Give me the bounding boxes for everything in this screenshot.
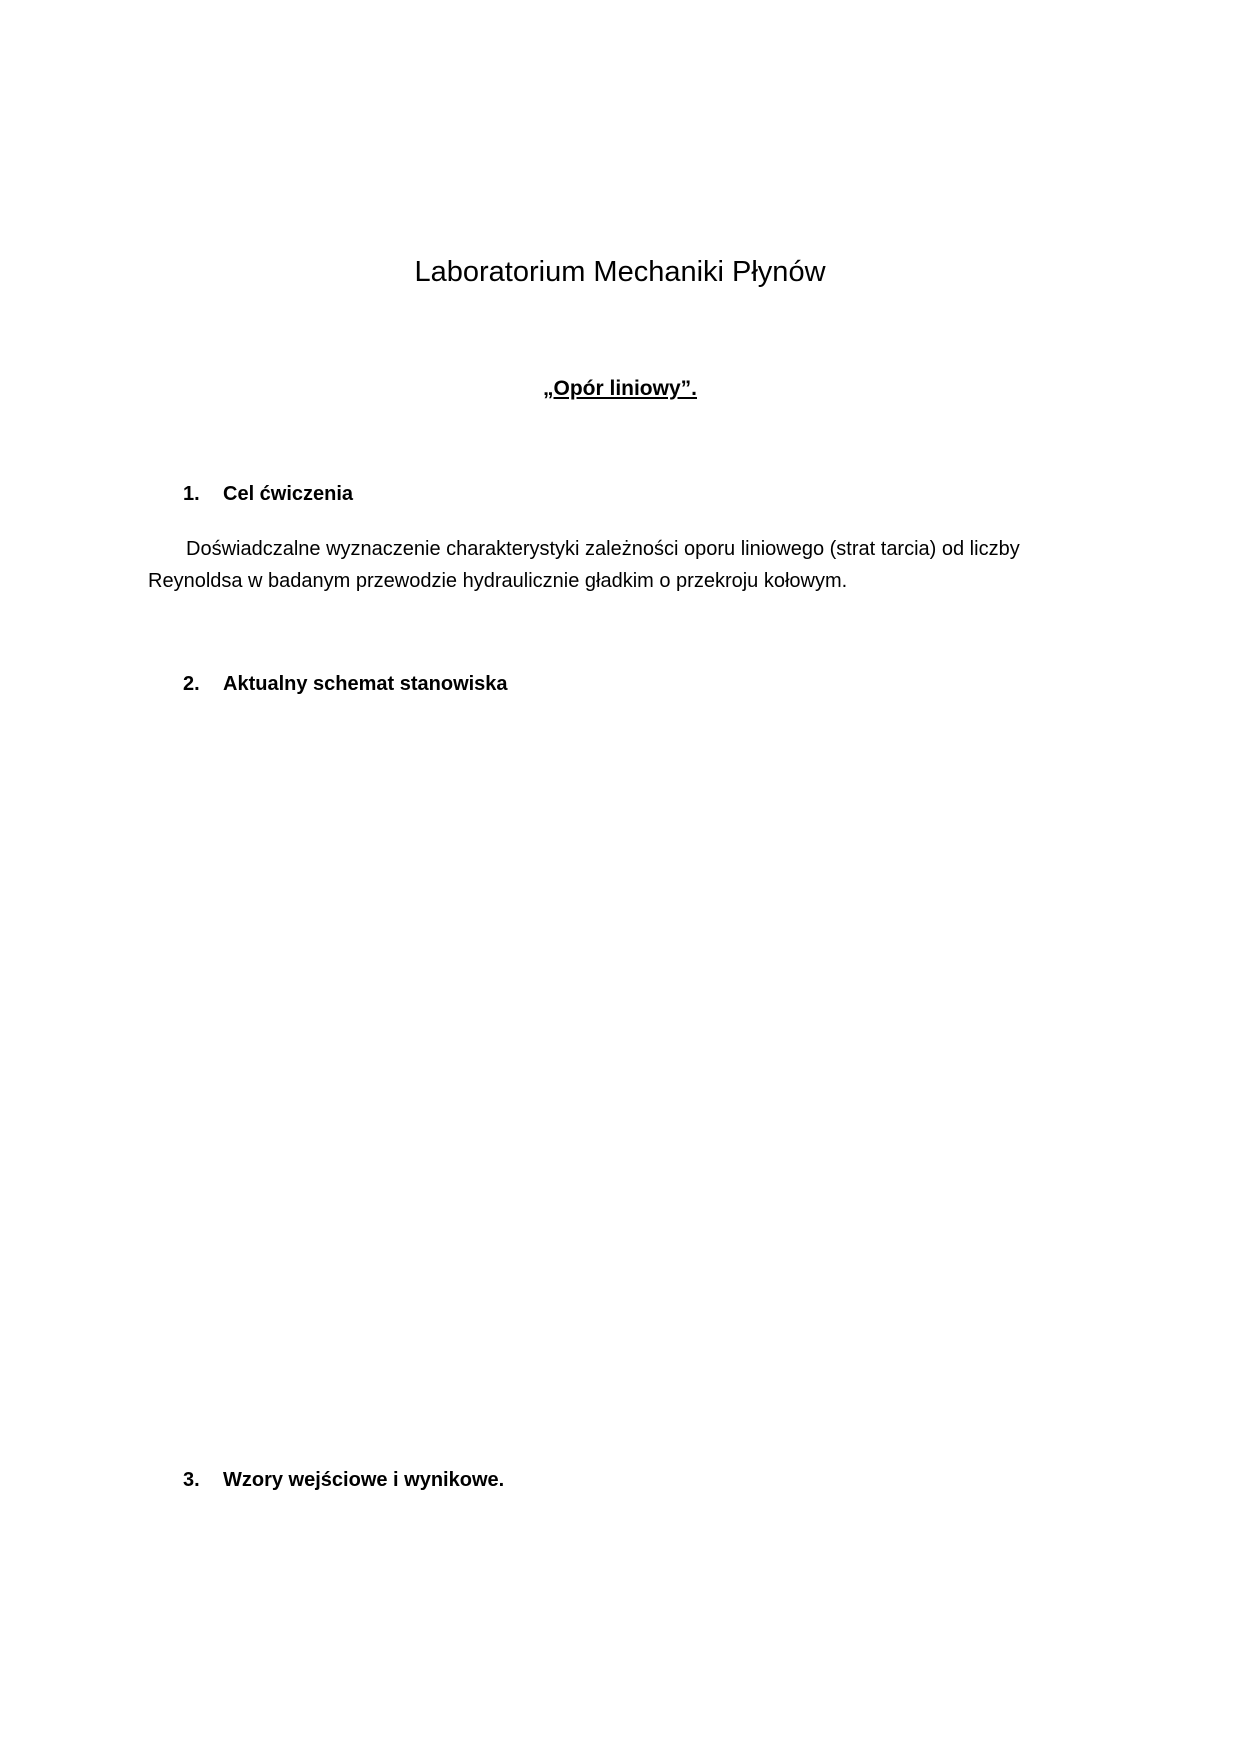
page-title: Laboratorium Mechaniki Płynów [414,256,826,288]
page-subtitle: „Opór liniowy”. [542,377,697,400]
section-number: 2. [183,673,200,695]
section-heading-2 [183,670,508,698]
section-title: Cel ćwiczenia [223,483,354,505]
section-heading-1 [183,480,353,508]
section-1-body: Doświadczalne wyznaczenie charakterystyki zależności oporu liniowego (strat tarcia) od liczby Reynoldsa w badanym przewodzie hydraulicznie gładkim o przekroju kołowym. [148,538,1020,592]
section-heading-3 [183,1466,504,1494]
section-title: Wzory wejściowe i wynikowe. [223,1469,505,1491]
section-title: Aktualny schemat stanowiska [223,673,508,695]
section-number: 1. [183,483,200,505]
diagram-placeholder-area [148,720,1073,1440]
section-number: 3. [183,1469,200,1491]
